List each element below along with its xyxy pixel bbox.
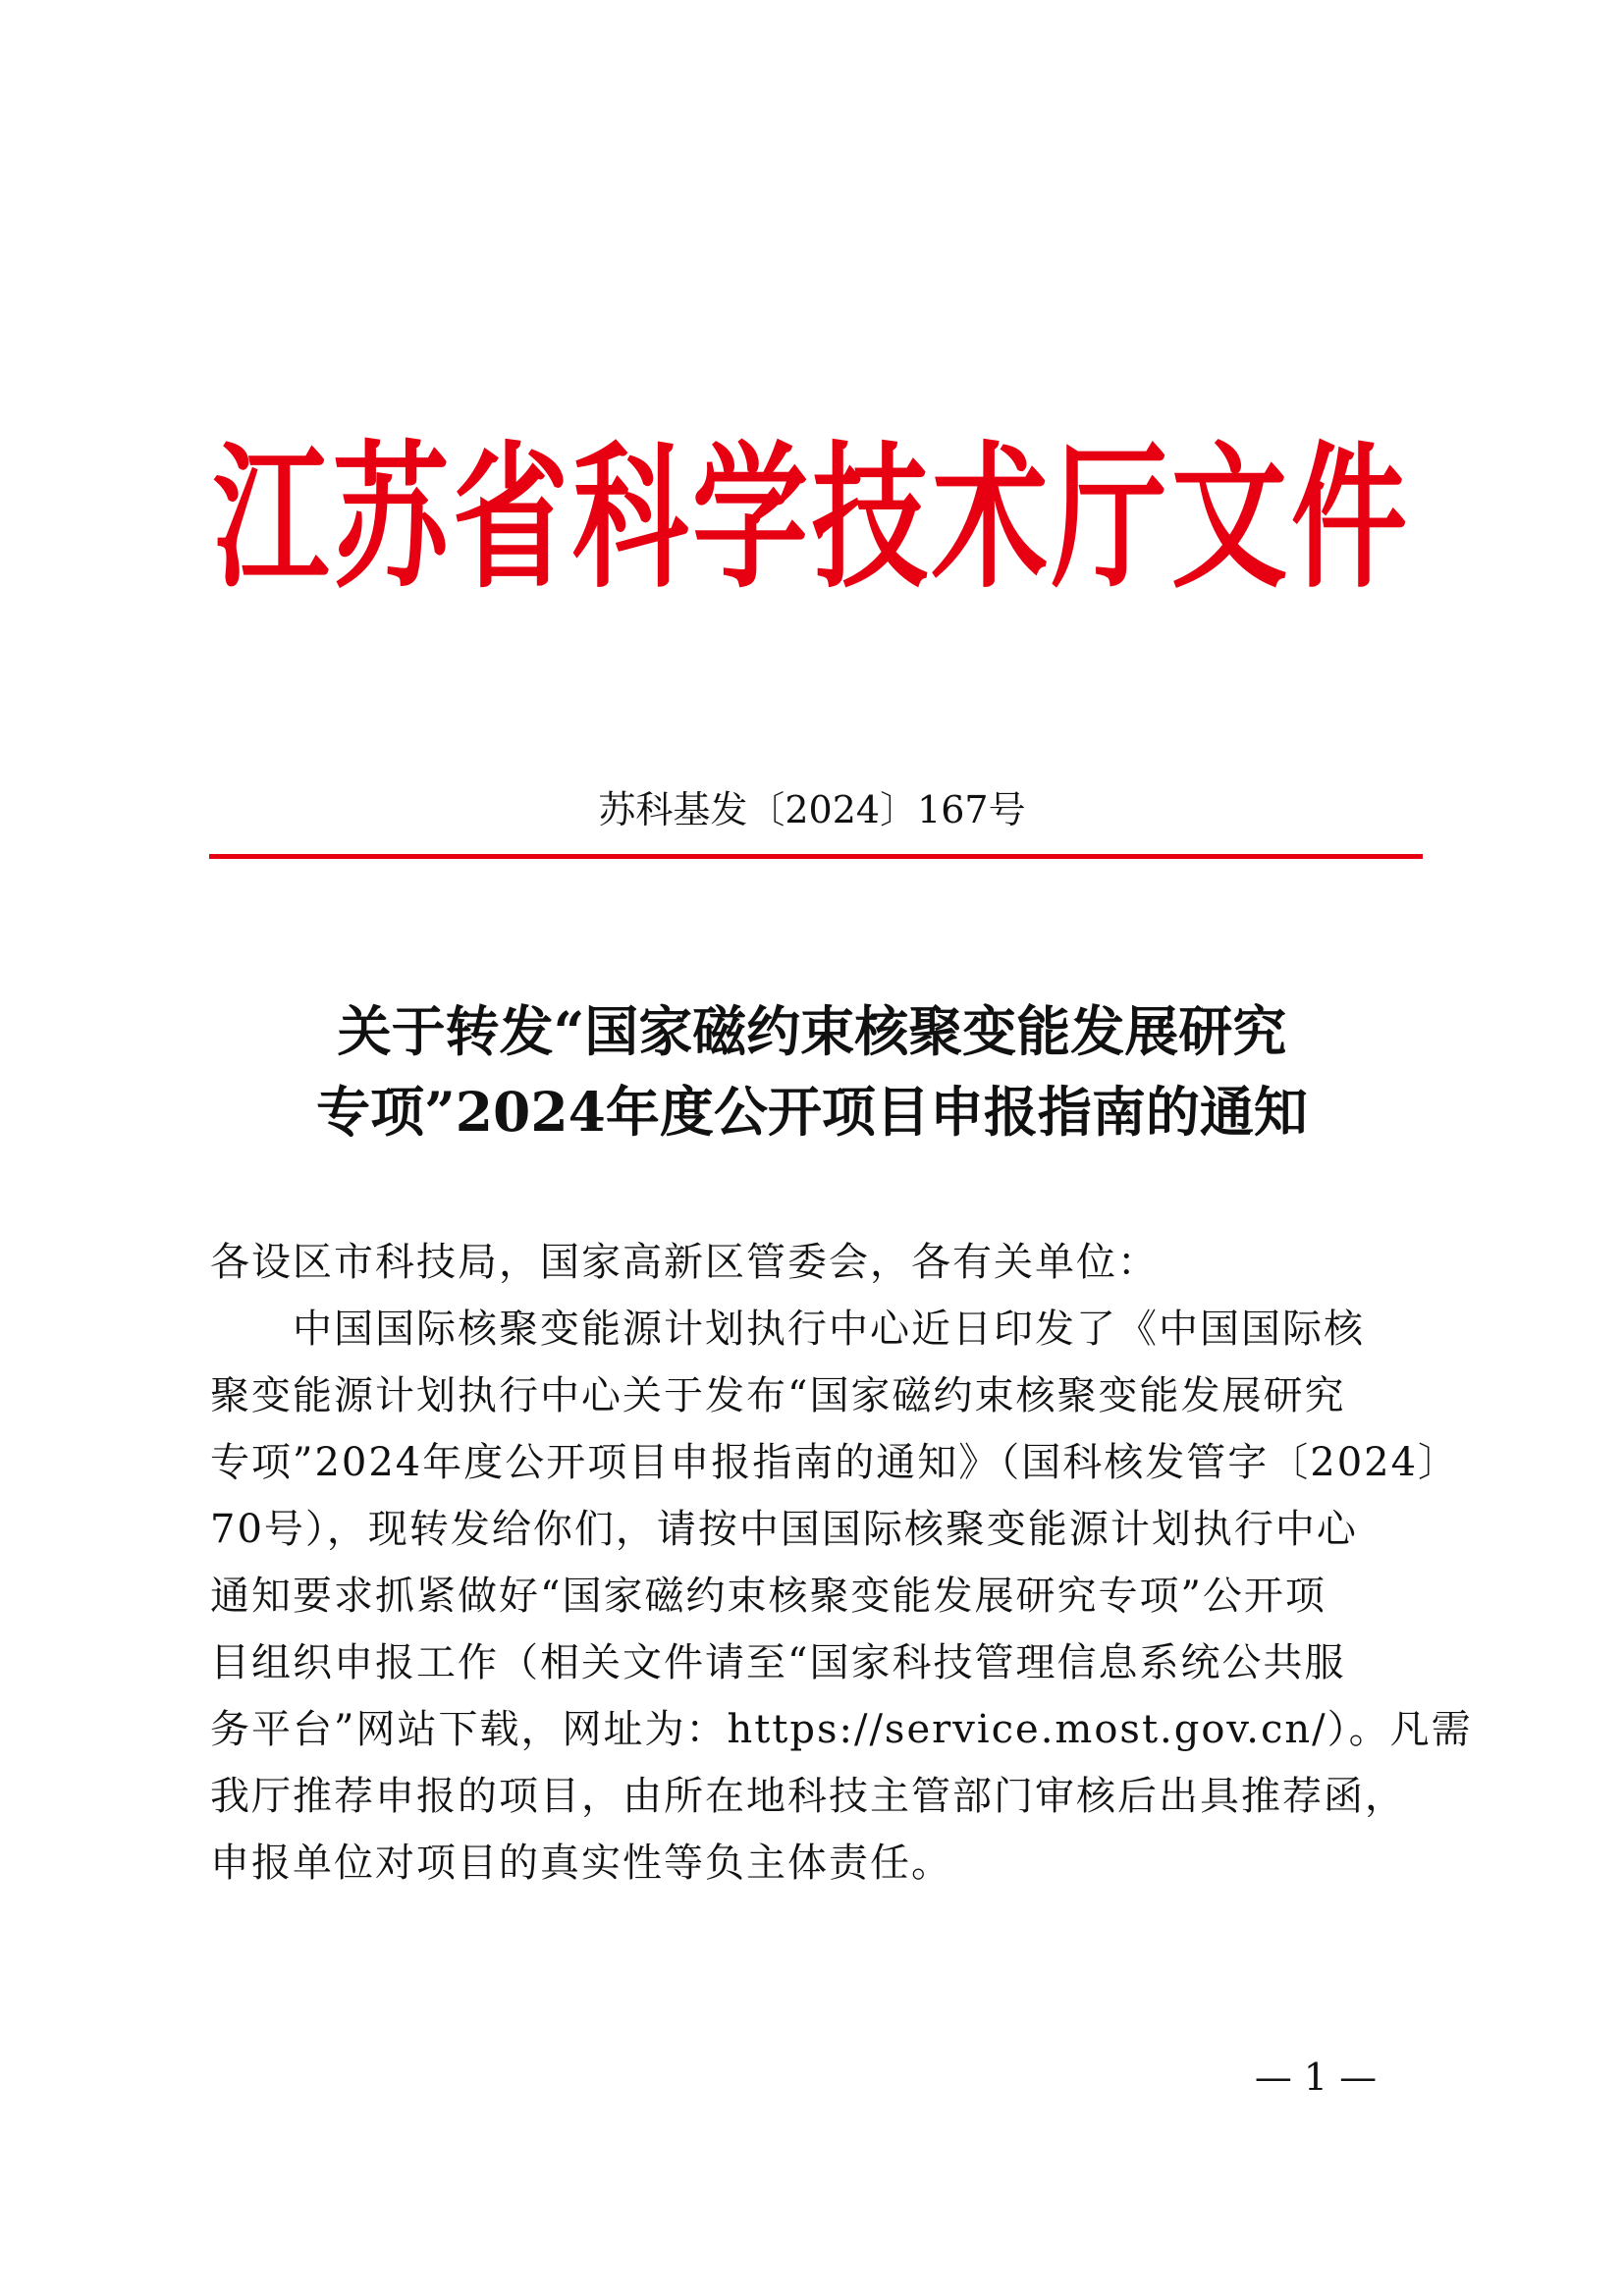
salutation: 各设区市科技局，国家高新区管委会，各有关单位： <box>210 1240 1159 1285</box>
body-line: 70号），现转发给你们，请按中国国际核聚变能源计划执行中心 <box>210 1507 1358 1552</box>
body-line: 聚变能源计划执行中心关于发布“国家磁约束核聚变能发展研究 <box>210 1373 1346 1418</box>
document-number: 苏科基发〔2024〕167号 <box>598 788 1026 831</box>
body-line: 专项”2024年度公开项目申报指南的通知》（国科核发管字〔2024〕 <box>210 1440 1460 1485</box>
body-line: 中国国际核聚变能源计划执行中心近日印发了《中国国际核 <box>210 1307 1365 1352</box>
page-number: — 1 — <box>1254 2056 1378 2099</box>
issuing-organization-header: 江苏省科学技术厅文件 <box>212 426 1411 610</box>
red-divider-rule <box>209 854 1423 859</box>
body-line: 我厅推荐申报的项目，由所在地科技主管部门审核后出具推荐函， <box>210 1774 1406 1819</box>
body-line: 务平台”网站下载，网址为：https://service.most.gov.cn/）。凡需 <box>210 1707 1473 1752</box>
body-line: 申报单位对项目的真实性等负主体责任。 <box>210 1841 952 1886</box>
body-line: 通知要求抓紧做好“国家磁约束核聚变能发展研究专项”公开项 <box>210 1574 1326 1619</box>
notice-title-line-1: 关于转发“国家磁约束核聚变能发展研究 <box>337 999 1287 1063</box>
notice-title <box>0 991 1624 1152</box>
notice-title-line-2: 专项”2024年度公开项目申报指南的通知 <box>316 1080 1308 1144</box>
body-line: 目组织申报工作（相关文件请至“国家科技管理信息系统公共服 <box>210 1640 1346 1685</box>
